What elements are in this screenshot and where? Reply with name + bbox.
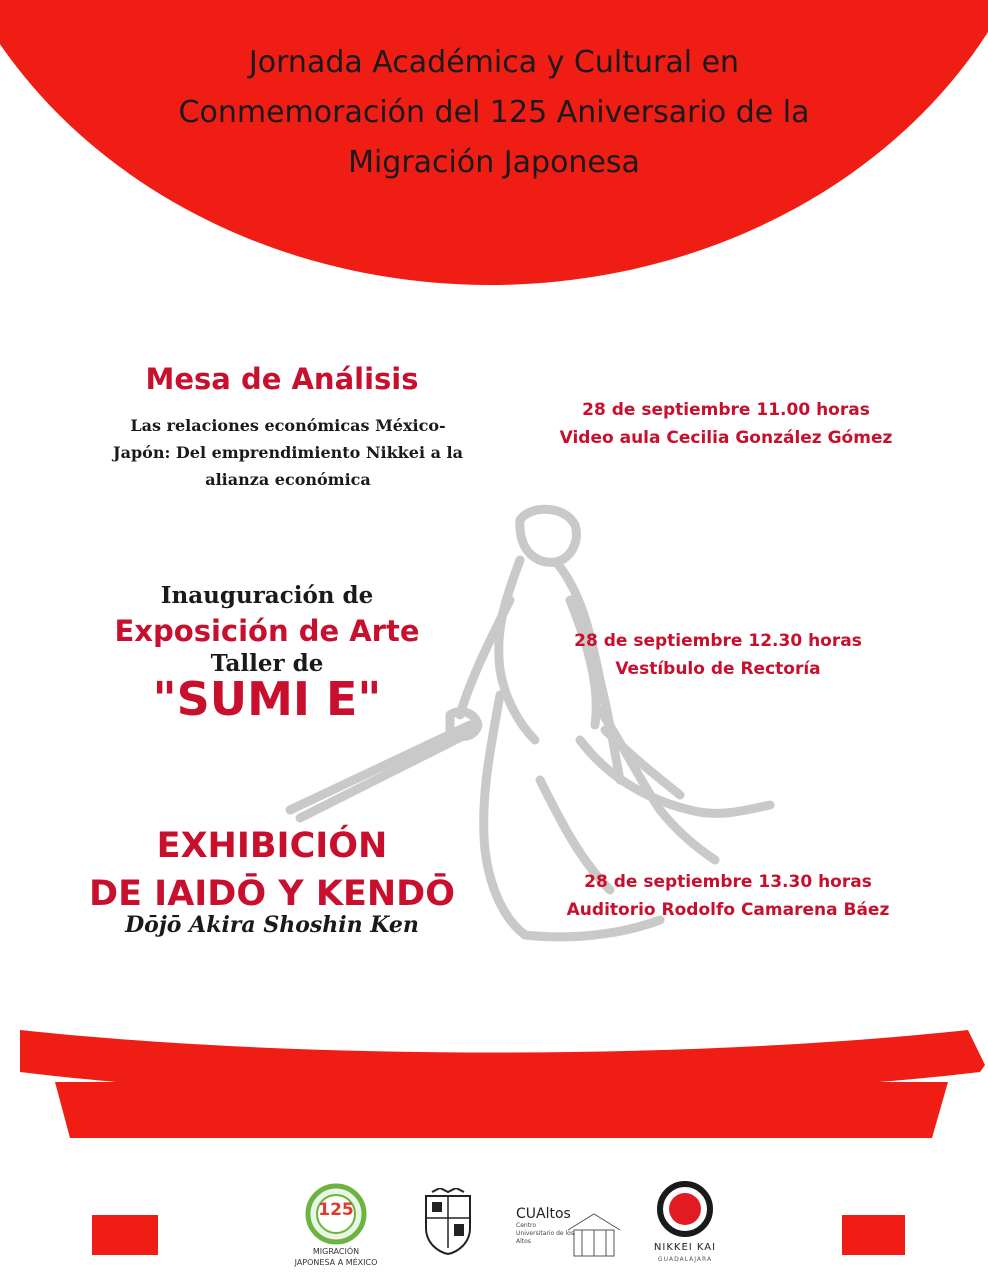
- cualtos-name: CUAltos: [516, 1206, 571, 1222]
- cualtos-subtitle: Centro Universitario de los Altos: [516, 1222, 574, 1245]
- event-subtitle: Dōjō Akira Shoshin Ken: [125, 912, 419, 938]
- title-line: DE IAIDŌ Y KENDŌ: [89, 874, 455, 914]
- nikkei-kai-logo: [640, 1178, 730, 1278]
- nikkei-name: NIKKEI KAI: [653, 1242, 717, 1253]
- enso-circle-icon: [654, 1178, 716, 1240]
- udg-crest-icon: [420, 1188, 476, 1256]
- event-title: Mesa de Análisis: [145, 362, 419, 396]
- event-date: 28 de septiembre 12.30 horas: [574, 631, 862, 651]
- event-place: Auditorio Rodolfo Camarena Báez: [566, 900, 890, 920]
- nikkei-subtitle: GUADALAJARA: [657, 1256, 713, 1263]
- event-title: [60, 822, 484, 918]
- event-subtitle: [78, 412, 498, 493]
- event-schedule: [520, 396, 932, 452]
- event-schedule: [512, 627, 924, 683]
- cualtos-logo: [516, 1206, 620, 1262]
- title-line: EXHIBICIÓN: [156, 826, 388, 866]
- event-place: Vestíbulo de Rectoría: [615, 659, 821, 679]
- subtitle-line: Japón: Del emprendimiento Nikkei a la: [113, 443, 463, 462]
- event-place: Video aula Cecilia González Gómez: [559, 428, 893, 448]
- event-big-title: "SUMI E": [152, 672, 382, 726]
- migracion-label: [286, 1246, 386, 1268]
- event-date: 28 de septiembre 11.00 horas: [582, 400, 870, 420]
- event-mid-title: Taller de: [210, 650, 324, 677]
- building-sketch-icon: [566, 1210, 622, 1258]
- title-line: Jornada Académica y Cultural en: [248, 45, 740, 80]
- migracion-logo: [296, 1182, 376, 1274]
- page-title: [60, 38, 928, 188]
- label-line: JAPONESA A MÉXICO: [294, 1258, 378, 1267]
- subtitle-line: Las relaciones económicas México-: [130, 416, 446, 435]
- event-schedule: [522, 868, 934, 924]
- event-pre-title: Inauguración de: [160, 582, 374, 609]
- torii-gate-decoration: [0, 1010, 988, 1280]
- event-date: 28 de septiembre 13.30 horas: [584, 872, 872, 892]
- badge-number: 125: [318, 1200, 354, 1220]
- subtitle-line: alianza económica: [205, 470, 371, 489]
- event-title: Exposición de Arte: [114, 614, 420, 648]
- label-line: MIGRACIÓN: [312, 1247, 360, 1256]
- title-line: Conmemoración del 125 Aniversario de la: [178, 95, 810, 130]
- title-line: Migración Japonesa: [348, 145, 640, 180]
